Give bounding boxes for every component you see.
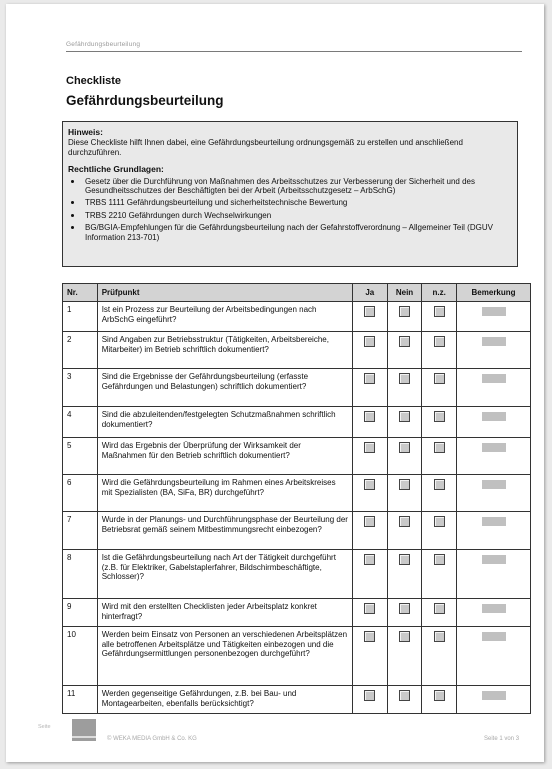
legal-item: TRBS 1111 Gefährdungsbeurteilung und sicherheitstechnische Bewertung — [68, 198, 512, 207]
check-item-text: Sind Angaben zur Betriebsstruktur (Tätigkeiten, Arbeitsbereiche, Mitarbeiter) im Betrieb schriftlich dokumentiert? — [97, 332, 352, 369]
table-row — [63, 550, 531, 599]
remark-field[interactable] — [482, 443, 506, 452]
cell-no — [387, 686, 422, 714]
checkbox-yes[interactable] — [364, 306, 375, 317]
row-number: 1 — [63, 302, 98, 332]
column-header-remark: Bemerkung — [457, 284, 531, 302]
table-row — [63, 627, 531, 686]
table-row — [63, 407, 531, 438]
running-header: Gefährdungsbeurteilung — [66, 41, 141, 48]
cell-na — [422, 686, 457, 714]
checkbox-yes[interactable] — [364, 690, 375, 701]
cell-na — [422, 407, 457, 438]
remark-cell — [457, 332, 531, 369]
cell-yes — [352, 550, 387, 599]
cell-na — [422, 475, 457, 512]
legal-item: BG/BGIA-Empfehlungen für die Gefährdungsbeurteilung nach der Gefahrstoffverordnung – Allgemeiner Teil (DGUV Information 213-701) — [68, 223, 512, 242]
row-number: 8 — [63, 550, 98, 599]
checkbox-na[interactable] — [434, 554, 445, 565]
document-kicker: Checkliste — [66, 75, 122, 87]
checkbox-na[interactable] — [434, 442, 445, 453]
remark-field[interactable] — [482, 632, 506, 641]
document-title: Gefährdungsbeurteilung — [66, 93, 224, 108]
remark-field[interactable] — [482, 337, 506, 346]
checkbox-yes[interactable] — [364, 603, 375, 614]
checkbox-no[interactable] — [399, 373, 410, 384]
checkbox-no[interactable] — [399, 442, 410, 453]
footer-page-label: Seite — [38, 724, 51, 730]
checkbox-no[interactable] — [399, 690, 410, 701]
checkbox-na[interactable] — [434, 411, 445, 422]
checkbox-no[interactable] — [399, 603, 410, 614]
check-item-text: Werden beim Einsatz von Personen an verschiedenen Arbeitsplätzen alle betroffenen Arbeitsplätze und Tätigkeiten einbezogen und die Gefährdungsermittlungen personenbezogen durchgeführt? — [97, 627, 352, 686]
cell-yes — [352, 332, 387, 369]
cell-no — [387, 438, 422, 475]
publisher-logo — [72, 719, 96, 741]
table-header-row — [63, 284, 531, 302]
row-number: 10 — [63, 627, 98, 686]
note-text: Diese Checkliste hilft Ihnen dabei, eine Gefährdungsbeurteilung ordnungsgemäß zu erstellen und anschließend durchzuführen. — [68, 138, 463, 157]
checkbox-na[interactable] — [434, 690, 445, 701]
remark-cell — [457, 686, 531, 714]
cell-yes — [352, 599, 387, 627]
row-number: 11 — [63, 686, 98, 714]
remark-cell — [457, 302, 531, 332]
cell-yes — [352, 369, 387, 407]
cell-yes — [352, 407, 387, 438]
cell-no — [387, 627, 422, 686]
legal-item: Gesetz über die Durchführung von Maßnahmen des Arbeitsschutzes zur Verbesserung der Sicherheit und des Gesundheitsschutzes der Beschäftigten bei der Arbeit (Arbeitsschutzgesetz – ArbSchG) — [68, 177, 512, 196]
checkbox-yes[interactable] — [364, 516, 375, 527]
cell-na — [422, 627, 457, 686]
cell-na — [422, 550, 457, 599]
column-header-nr: Nr. — [63, 284, 98, 302]
cell-yes — [352, 512, 387, 550]
checkbox-na[interactable] — [434, 603, 445, 614]
table-row — [63, 599, 531, 627]
cell-yes — [352, 627, 387, 686]
note-box — [62, 121, 518, 267]
header-rule — [66, 51, 522, 52]
checkbox-yes[interactable] — [364, 631, 375, 642]
check-item-text: Wird das Ergebnis der Überprüfung der Wirksamkeit der Maßnahmen für den Betrieb schriftlich dokumentiert? — [97, 438, 352, 475]
table-row — [63, 686, 531, 714]
table-row — [63, 438, 531, 475]
check-item-text: Ist ein Prozess zur Beurteilung der Arbeitsbedingungen nach ArbSchG eingeführt? — [97, 302, 352, 332]
column-header-item: Prüfpunkt — [97, 284, 352, 302]
row-number: 9 — [63, 599, 98, 627]
remark-cell — [457, 369, 531, 407]
cell-na — [422, 369, 457, 407]
checkbox-no[interactable] — [399, 306, 410, 317]
checklist-table — [62, 283, 531, 714]
checkbox-na[interactable] — [434, 631, 445, 642]
remark-cell — [457, 550, 531, 599]
remark-field[interactable] — [482, 412, 506, 421]
table-row — [63, 512, 531, 550]
remark-field[interactable] — [482, 555, 506, 564]
cell-no — [387, 475, 422, 512]
legal-item: TRBS 2210 Gefährdungen durch Wechselwirkungen — [68, 211, 512, 220]
remark-field[interactable] — [482, 374, 506, 383]
remark-cell — [457, 627, 531, 686]
check-item-text: Ist die Gefährdungsbeurteilung nach Art der Tätigkeit durchgeführt (z.B. für Elektriker, Gabelstaplerfahrer, Bildschirmbeschäftigte, Schlosser)? — [97, 550, 352, 599]
remark-cell — [457, 475, 531, 512]
cell-no — [387, 332, 422, 369]
checkbox-no[interactable] — [399, 631, 410, 642]
remark-cell — [457, 599, 531, 627]
check-item-text: Sind die Ergebnisse der Gefährdungsbeurteilung (erfasste Gefährdungen und Belastungen) schriftlich dokumentiert? — [97, 369, 352, 407]
checkbox-no[interactable] — [399, 479, 410, 490]
footer-page-count: Seite 1 von 3 — [484, 736, 520, 742]
check-item-text: Wird mit den erstellten Checklisten jeder Arbeitsplatz konkret hinterfragt? — [97, 599, 352, 627]
checkbox-yes[interactable] — [364, 479, 375, 490]
checkbox-na[interactable] — [434, 336, 445, 347]
cell-no — [387, 512, 422, 550]
checkbox-na[interactable] — [434, 479, 445, 490]
column-header-no: Nein — [387, 284, 422, 302]
checkbox-yes[interactable] — [364, 442, 375, 453]
remark-field[interactable] — [482, 604, 506, 613]
remark-cell — [457, 438, 531, 475]
cell-na — [422, 512, 457, 550]
document-page — [6, 4, 544, 762]
row-number: 3 — [63, 369, 98, 407]
row-number: 6 — [63, 475, 98, 512]
checkbox-no[interactable] — [399, 411, 410, 422]
check-item-text: Wurde in der Planungs- und Durchführungsphase der Beurteilung der Betriebsrat gemäß seinem Mitbestimmungsrecht einbezogen? — [97, 512, 352, 550]
table-row — [63, 475, 531, 512]
legal-heading: Rechtliche Grundlagen: — [68, 164, 164, 175]
footer-copyright: © WEKA MEDIA GmbH & Co. KG — [107, 736, 197, 742]
cell-no — [387, 407, 422, 438]
remark-field[interactable] — [482, 691, 506, 700]
row-number: 5 — [63, 438, 98, 475]
note-heading: Hinweis: — [68, 127, 103, 137]
checkbox-na[interactable] — [434, 306, 445, 317]
column-header-na: n.z. — [422, 284, 457, 302]
cell-no — [387, 599, 422, 627]
cell-na — [422, 302, 457, 332]
cell-na — [422, 438, 457, 475]
checkbox-yes[interactable] — [364, 554, 375, 565]
checkbox-yes[interactable] — [364, 336, 375, 347]
checkbox-na[interactable] — [434, 373, 445, 384]
remark-cell — [457, 512, 531, 550]
cell-yes — [352, 438, 387, 475]
checkbox-no[interactable] — [399, 516, 410, 527]
table-row — [63, 302, 531, 332]
checkbox-na[interactable] — [434, 516, 445, 527]
checkbox-no[interactable] — [399, 336, 410, 347]
cell-no — [387, 369, 422, 407]
checkbox-yes[interactable] — [364, 373, 375, 384]
check-item-text: Sind die abzuleitenden/festgelegten Schutzmaßnahmen schriftlich dokumentiert? — [97, 407, 352, 438]
check-item-text: Wird die Gefährdungsbeurteilung im Rahmen eines Arbeitskreises mit Spezialisten (BA, SiFa, BR) durchgeführt? — [97, 475, 352, 512]
table-row — [63, 369, 531, 407]
cell-na — [422, 599, 457, 627]
cell-yes — [352, 302, 387, 332]
cell-yes — [352, 686, 387, 714]
remark-cell — [457, 407, 531, 438]
check-item-text: Werden gegenseitige Gefährdungen, z.B. bei Bau- und Montagearbeiten, ebenfalls berücksichtigt? — [97, 686, 352, 714]
remark-field[interactable] — [482, 307, 506, 316]
remark-field[interactable] — [482, 480, 506, 489]
legal-list — [68, 177, 512, 242]
table-row — [63, 332, 531, 369]
checkbox-yes[interactable] — [364, 411, 375, 422]
row-number: 2 — [63, 332, 98, 369]
cell-no — [387, 302, 422, 332]
row-number: 7 — [63, 512, 98, 550]
cell-na — [422, 332, 457, 369]
column-header-yes: Ja — [352, 284, 387, 302]
remark-field[interactable] — [482, 517, 506, 526]
checkbox-no[interactable] — [399, 554, 410, 565]
cell-yes — [352, 475, 387, 512]
row-number: 4 — [63, 407, 98, 438]
cell-no — [387, 550, 422, 599]
